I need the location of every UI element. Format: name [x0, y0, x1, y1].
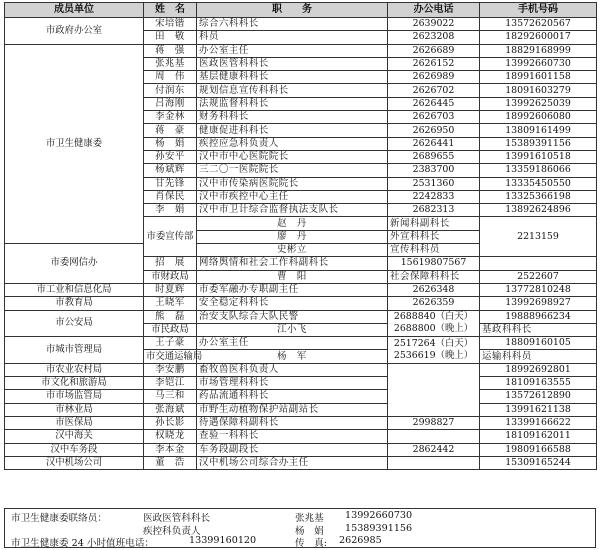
liaison2-name: 杨 娟	[295, 526, 324, 537]
name-cell: 时夏辉	[144, 283, 197, 296]
office-phone-cell: 2626702	[388, 84, 480, 97]
unit-cell: 汉中海关	[5, 430, 144, 443]
office-phone-cell: 2688840（白天）2688800（晚上）	[388, 310, 480, 337]
office-phone-cell: 2862442	[388, 443, 480, 456]
liaison2-role: 疾控科负责人	[143, 526, 201, 537]
liaison-label: 市卫生健康委联络员：	[11, 513, 107, 524]
name-cell: 付润东	[144, 84, 197, 97]
mobile-cell: 13399166622	[480, 416, 597, 429]
unit-cell: 市公安局	[5, 310, 144, 337]
office-phone-cell: 2626359	[388, 297, 480, 310]
name-cell: 孙长影	[144, 416, 197, 429]
header-phone: 办公电话	[388, 3, 480, 18]
duty-cell: 宣传科科员	[388, 244, 480, 257]
mobile-cell: 13772810248	[480, 283, 597, 296]
table-body	[5, 18, 597, 470]
table-row	[5, 363, 597, 376]
unit-cell: 市教育局	[5, 297, 144, 310]
table-row	[5, 18, 597, 31]
office-phone-cell: 2626703	[388, 111, 480, 124]
header-unit: 成员单位	[5, 3, 144, 18]
table-row	[5, 310, 597, 323]
duty-cell: 查验一科科长	[197, 430, 388, 443]
table-row	[5, 430, 597, 443]
mobile-cell: 13992698927	[480, 297, 597, 310]
name-cell: 曹 阳	[197, 270, 388, 283]
office-phone-cell: 2626689	[388, 44, 480, 57]
duty-cell: 市场管理科科长	[197, 377, 388, 390]
mobile-cell: 13335450550	[480, 177, 597, 190]
name-cell: 史彬立	[197, 244, 388, 257]
office-phone-cell: 2639022	[388, 18, 480, 31]
duty-cell: 外宣科科长	[388, 230, 480, 243]
duty-cell: 待遇保障科副科长	[197, 416, 388, 429]
name-cell: 田 敬	[144, 31, 197, 44]
name-cell: 宋培锴	[144, 18, 197, 31]
mobile-cell: 13991621138	[480, 403, 597, 416]
mobile-cell: 13325366198	[480, 190, 597, 203]
mobile-cell: 13991610518	[480, 150, 597, 163]
duty-phone-label: 市卫生健康委 24 小时值班电话：	[11, 538, 155, 549]
duty-cell: 科员	[197, 31, 388, 44]
office-phone-cell: 2623208	[388, 31, 480, 44]
duty-cell: 市野生动植物保护站副站长	[197, 403, 388, 416]
unit-cell: 市农业农村局	[5, 363, 144, 376]
mobile-cell: 18109163555	[480, 377, 597, 390]
name-cell: 熊 磊	[144, 310, 197, 323]
table-row	[5, 456, 597, 469]
table-row	[5, 390, 597, 403]
unit-cell: 市工业和信息化局	[5, 283, 144, 296]
name-cell: 蒋 豪	[144, 124, 197, 137]
name-cell: 董 浩	[144, 456, 197, 469]
liaison1-phone: 13992660730	[345, 510, 413, 521]
mobile-cell: 18292600017	[480, 31, 597, 44]
duty-cell: 治安支队综合大队民警	[197, 310, 388, 323]
unit-cell: 汉中机场公司	[5, 456, 144, 469]
mobile-cell: 13992660730	[480, 57, 597, 70]
mobile-cell: 18109162011	[480, 430, 597, 443]
mobile-cell: 13572620567	[480, 18, 597, 31]
mobile-cell: 18992606080	[480, 111, 597, 124]
duty-cell: 新闻科副科长	[388, 217, 480, 230]
duty-cell: 网络舆情和社会工作科副科长	[197, 257, 388, 270]
name-cell: 马三和	[144, 390, 197, 403]
liaison2-phone: 15389391156	[345, 523, 413, 534]
mobile-cell: 15309165244	[480, 456, 597, 469]
unit-cell: 市民政局	[144, 323, 197, 336]
unit-cell: 市财政局	[144, 270, 197, 283]
mobile-cell: 18992692801	[480, 363, 597, 376]
duty-cell: 汉中市中心医院院长	[197, 150, 388, 163]
fax-label: 传 真:	[295, 538, 328, 549]
office-phone-cell: 2522607	[480, 270, 597, 283]
duty-cell: 畜牧兽医科负责人	[197, 363, 388, 376]
duty-cell: 办公室主任	[197, 337, 388, 350]
name-cell: 肖保民	[144, 190, 197, 203]
mobile-cell: 18991601158	[480, 71, 597, 84]
mobile-cell: 19888966234	[480, 310, 597, 323]
duty-phone: 13399160120	[189, 535, 257, 546]
unit-cell: 市林业局	[5, 403, 144, 416]
duty-cell: 基层健康科科长	[197, 71, 388, 84]
header-mobile: 手机号码	[480, 3, 597, 18]
name-cell: 王晓军	[144, 297, 197, 310]
mobile-cell: 13572612890	[480, 390, 597, 403]
name-cell: 杨斌辉	[144, 164, 197, 177]
mobile-cell: 13359186066	[480, 164, 597, 177]
unit-cell: 市交通运输局	[144, 350, 197, 363]
name-cell: 招 展	[144, 257, 197, 270]
unit-cell: 市市场监管局	[5, 390, 144, 403]
mobile-cell: 18809160105	[480, 337, 597, 350]
duty-cell: 市委军融办专职副主任	[197, 283, 388, 296]
office-phone-cell: 2626989	[388, 71, 480, 84]
table-row	[5, 297, 597, 310]
duty-cell: 医政医管科科长	[197, 57, 388, 70]
table-row	[5, 377, 597, 390]
duty-cell: 社会保障科科长	[388, 270, 480, 283]
name-cell: 甘先锋	[144, 177, 197, 190]
contact-table	[4, 2, 597, 470]
mobile-cell: 18829168999	[480, 44, 597, 57]
office-phone-cell: 2998827	[388, 416, 480, 429]
mobile-cell: 19809166588	[480, 443, 597, 456]
header-name: 姓 名	[144, 3, 197, 18]
name-cell: 孙安平	[144, 150, 197, 163]
mobile-cell: 18091603279	[480, 84, 597, 97]
duty-cell: 车务段副段长	[197, 443, 388, 456]
duty-cell: 三二〇一医院院长	[197, 164, 388, 177]
table-row	[5, 283, 597, 296]
table-row	[5, 416, 597, 429]
footer-contacts	[4, 508, 596, 548]
office-phone-cell: 2531360	[388, 177, 480, 190]
office-phone-cell: 2383700	[388, 164, 480, 177]
unit-cell: 市城市管理局	[5, 337, 144, 364]
name-cell: 吕海刚	[144, 97, 197, 110]
duty-cell: 办公室主任	[197, 44, 388, 57]
duty-cell: 汉中机场公司综合办主任	[197, 456, 388, 469]
name-cell: 李安鹏	[144, 363, 197, 376]
mobile-cell: 15389391156	[480, 137, 597, 150]
duty-cell: 安全稳定科科长	[197, 297, 388, 310]
duty-cell: 基政科科长	[480, 323, 597, 336]
duty-cell: 运输科科员	[480, 350, 597, 363]
unit-cell: 市政府办公室	[5, 18, 144, 45]
name-cell: 王子豪	[144, 337, 197, 350]
name-cell: 张海斌	[144, 403, 197, 416]
duty-cell: 汉中市传染病医院院长	[197, 177, 388, 190]
duty-cell: 疾控应急科负责人	[197, 137, 388, 150]
name-cell: 权晓龙	[144, 430, 197, 443]
duty-cell: 法规监督科科长	[197, 97, 388, 110]
name-cell: 李 娟	[144, 204, 197, 217]
table-header-row	[5, 3, 597, 18]
unit-cell: 市医保局	[5, 416, 144, 429]
unit-cell: 汉中车务段	[5, 443, 144, 456]
mobile-cell: 13809161499	[480, 124, 597, 137]
duty-cell: 财务科科长	[197, 111, 388, 124]
duty-cell: 汉中市疾控中心主任	[197, 190, 388, 203]
name-cell: 张兆基	[144, 57, 197, 70]
liaison1-role: 医政医管科科长	[143, 513, 211, 524]
office-phone-cell: 2242833	[388, 190, 480, 203]
office-phone-cell: 2626348	[388, 283, 480, 296]
fax-number: 2626985	[339, 535, 382, 546]
name-cell: 杨 娟	[144, 137, 197, 150]
name-cell: 李金林	[144, 111, 197, 124]
duty-cell: 药品流通科科长	[197, 390, 388, 403]
office-phone-cell: 2517264（白天）2536619（晚上）	[388, 337, 480, 364]
name-cell: 江小飞	[197, 323, 388, 336]
unit-cell: 市文化和旅游局	[5, 377, 144, 390]
office-phone-cell: 2682313	[388, 204, 480, 217]
office-phone-cell	[388, 456, 480, 469]
office-phone-cell	[388, 430, 480, 443]
name-cell: 李铠江	[144, 377, 197, 390]
name-cell: 周 伟	[144, 71, 197, 84]
office-phone-cell: 2626445	[388, 97, 480, 110]
office-phone-cell: 2213159	[480, 217, 597, 257]
liaison1-name: 张兆基	[295, 513, 324, 524]
name-cell: 廖 丹	[197, 230, 388, 243]
office-phone-cell: 2626152	[388, 57, 480, 70]
table-row	[5, 44, 597, 57]
name-cell: 蒋 强	[144, 44, 197, 57]
office-phone-cell: 2626950	[388, 124, 480, 137]
name-cell: 李本金	[144, 443, 197, 456]
duty-cell: 综合六科科长	[197, 18, 388, 31]
duty-cell: 规划信息宣传科科长	[197, 84, 388, 97]
unit-cell: 市委宣传部	[144, 217, 197, 257]
office-phone-cell: 2626441	[388, 137, 480, 150]
unit-cell: 市卫生健康委	[5, 44, 144, 243]
office-phone-cell	[388, 363, 480, 416]
duty-cell: 健康促进科科长	[197, 124, 388, 137]
table-row	[5, 337, 597, 350]
header-duty: 职 务	[197, 3, 388, 18]
name-cell: 杨 军	[197, 350, 388, 363]
mobile-cell: 13892624896	[480, 204, 597, 217]
table-row	[5, 403, 597, 416]
table-row	[5, 443, 597, 456]
mobile-cell: 13992625039	[480, 97, 597, 110]
name-cell: 赵 丹	[197, 217, 388, 230]
office-phone-cell: 2689655	[388, 150, 480, 163]
duty-cell: 汉中市卫计综合监督执法支队长	[197, 204, 388, 217]
unit-cell: 市委网信办	[5, 244, 144, 284]
mobile-cell: 15619807567	[388, 257, 480, 270]
